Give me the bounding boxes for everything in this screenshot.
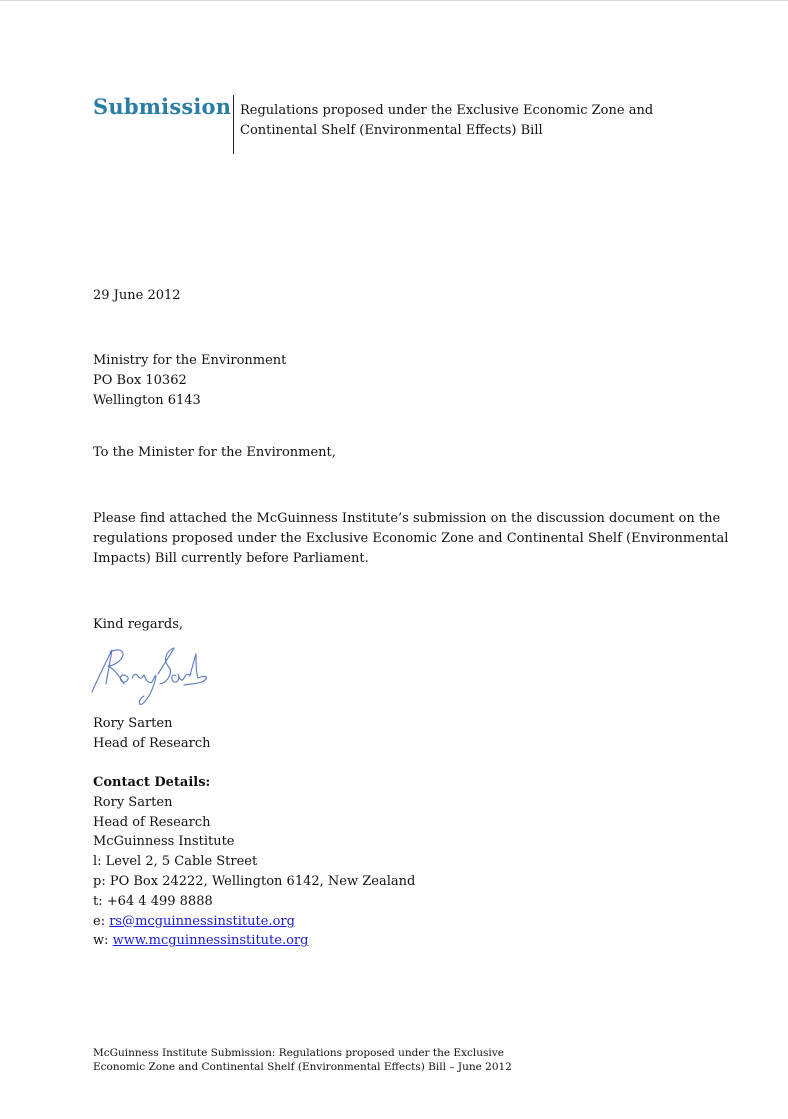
document-title: Submission [93,94,232,119]
contact-name: Rory Sarten [93,794,173,810]
contact-details [93,773,415,951]
contact-postal: p: PO Box 24222, Wellington 6142, New Zealand [93,873,416,889]
footer-line-2: Economic Zone and Continental Shelf (Environmental Effects) Bill – June 2012 [93,1061,512,1073]
body-line-2: regulations proposed under the Exclusive Economic Zone and Continental Shelf (Environmental [93,530,729,546]
email-prefix: e: [93,913,110,929]
closing: Kind regards, [93,617,184,632]
signer-name: Rory Sarten [93,716,173,731]
contact-location: l: Level 2, 5 Cable Street [93,854,258,870]
contact-organization: McGuinness Institute [93,834,235,850]
web-prefix: w: [93,933,113,949]
page-footer [93,1046,512,1074]
header-divider [233,95,234,154]
email-link[interactable]: rs@mcguinnessinstitute.org [109,913,295,929]
document-subtitle [240,101,670,140]
address-line-2: PO Box 10362 [93,372,187,388]
letter-date: 29 June 2012 [93,288,181,303]
signature-image [88,638,212,708]
contact-title: Head of Research [93,814,211,830]
website-link[interactable]: www.mcguinnessinstitute.org [112,933,309,949]
address-line-3: Wellington 6143 [93,392,201,408]
signer-title: Head of Research [93,735,211,751]
letter-body [93,509,729,568]
body-line-1: Please find attached the McGuinness Institute’s submission on the discussion document on the [93,511,721,526]
contact-web-row [93,931,415,951]
contact-phone: t: +64 4 499 8888 [93,893,213,909]
footer-line-1: McGuinness Institute Submission: Regulations proposed under the Exclusive [93,1047,504,1059]
contact-email-row [93,912,415,932]
subtitle-line-2: Continental Shelf (Environmental Effects) Bill [240,122,543,138]
contact-heading: Contact Details: [93,775,211,790]
recipient-address [93,351,286,410]
body-line-3: Impacts) Bill currently before Parliament. [93,550,369,566]
page-top-border [0,0,788,1]
salutation: To the Minister for the Environment, [93,445,336,460]
subtitle-line-1: Regulations proposed under the Exclusive Economic Zone and [240,103,654,118]
signer-block [93,714,210,754]
address-line-1: Ministry for the Environment [93,353,287,368]
